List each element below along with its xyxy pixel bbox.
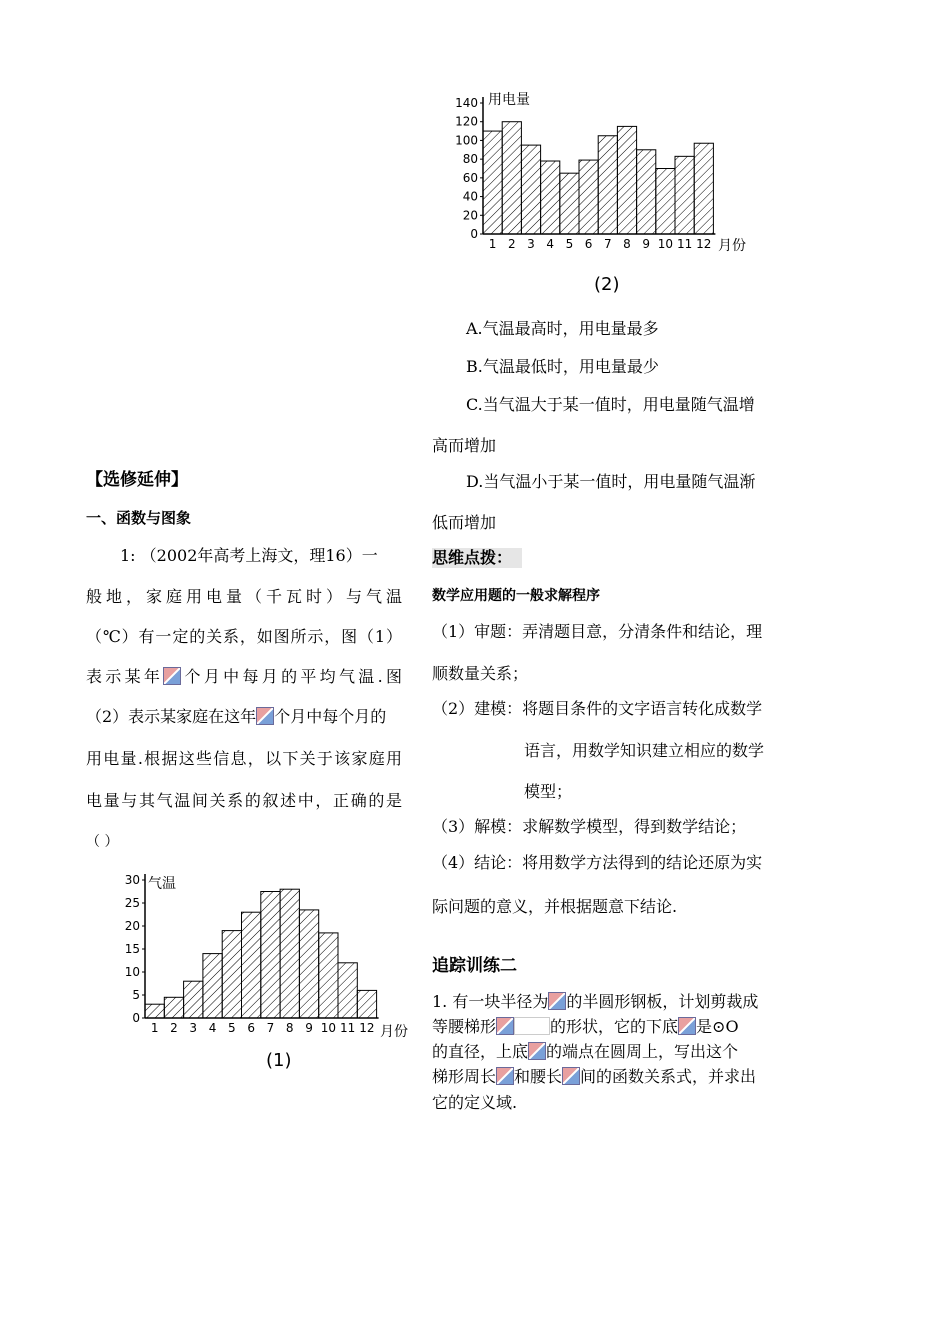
bar-chart-2-month-11 <box>675 156 694 234</box>
x-tick-label: 5 <box>565 237 574 251</box>
x-tick-label: 3 <box>527 237 535 251</box>
x-tick-label: 7 <box>266 1021 275 1035</box>
bar-chart-2-month-3 <box>521 145 540 234</box>
chart2-xlabel: 月份 <box>718 238 746 254</box>
x-tick-label: 1 <box>150 1021 159 1035</box>
option-d-line1: D.当气温小于某一值时，用电量随气温渐 <box>466 472 756 491</box>
x-tick-label: 9 <box>305 1021 313 1035</box>
formula-image-icon <box>496 1017 514 1035</box>
formula-image-icon <box>163 667 181 685</box>
step-1-line2: 顺数量关系； <box>432 664 529 683</box>
x-tick-label: 2 <box>507 237 516 251</box>
chart-temperature <box>118 868 418 1076</box>
bar-chart-1-month-5 <box>222 931 241 1018</box>
y-tick-label: 40 <box>462 189 478 204</box>
bar-chart-2-month-12 <box>694 143 713 234</box>
bar-chart-2-month-7 <box>598 136 617 234</box>
y-tick-label: 0 <box>132 1011 140 1025</box>
bar-chart-1-month-2 <box>164 997 183 1018</box>
formula-image-icon <box>548 992 566 1010</box>
thinking-title: 思维点拨： <box>432 548 522 568</box>
chart2-caption: (2) <box>594 274 620 295</box>
y-tick-label: 15 <box>124 942 140 956</box>
option-a: A.气温最高时，用电量最多 <box>466 319 659 338</box>
step-2-line1: （2）建模：将题目条件的文字语言转化成数学 <box>432 699 763 718</box>
chart1-ylabel: 气温 <box>148 876 176 892</box>
bar-chart-1-month-3 <box>184 981 203 1018</box>
bar-chart-1-month-11 <box>338 963 357 1018</box>
formula-image-icon <box>678 1017 696 1035</box>
option-d-line2: 低而增加 <box>432 513 497 532</box>
x-tick-label: 5 <box>228 1021 236 1035</box>
y-tick-label: 20 <box>124 919 140 933</box>
option-c-line1: C.当气温大于某一值时，用电量随气温增 <box>466 395 755 414</box>
y-tick-label: 120 <box>455 114 478 129</box>
question-line-2: 般地，家庭用电量（千瓦时）与气温 <box>86 587 402 606</box>
bar-chart-2-month-2 <box>502 122 521 234</box>
y-tick-label: 0 <box>470 227 478 241</box>
x-tick-label: 6 <box>247 1021 255 1035</box>
option-b: B.气温最低时，用电量最少 <box>466 357 659 376</box>
step-4-line1: （4）结论：将用数学方法得到的结论还原为实 <box>432 853 763 872</box>
x-tick-label: 9 <box>642 237 651 251</box>
tracking-title: 追踪训练二 <box>432 956 517 976</box>
x-tick-label: 3 <box>189 1021 198 1035</box>
step-1-line1: （1）审题：弄清题目意，分清条件和结论，理 <box>432 622 763 641</box>
x-tick-label: 11 <box>340 1021 356 1035</box>
bar-chart-1-month-1 <box>145 1004 164 1018</box>
step-3: （3）解模：求解数学模型，得到数学结论； <box>432 817 747 836</box>
y-tick-label: 25 <box>124 896 140 910</box>
x-tick-label: 10 <box>657 237 674 251</box>
question-line-6: 用电量.根据这些信息，以下关于该家庭用 <box>86 749 402 768</box>
x-tick-label: 1 <box>488 237 497 251</box>
bar-chart-1-month-7 <box>261 892 280 1019</box>
bar-chart-2-month-10 <box>656 169 675 235</box>
question-line-1 <box>120 546 402 566</box>
bar-chart-2-month-1 <box>483 131 502 234</box>
bar-chart-1-month-4 <box>203 954 222 1018</box>
question-line-5: （2）表示某家庭在这年 个月中每个月的 <box>86 707 387 726</box>
option-c-line2: 高而增加 <box>432 436 497 455</box>
x-tick-label: 2 <box>170 1021 178 1035</box>
question-line-7: 电量与其气温间关系的叙述中，正确的是 <box>86 791 402 810</box>
chart1-caption: (1) <box>266 1050 292 1071</box>
bar-chart-1-month-9 <box>299 910 318 1018</box>
y-tick-label: 100 <box>455 133 478 148</box>
bar-chart-1-month-12 <box>357 990 376 1018</box>
formula-placeholder <box>514 1017 550 1035</box>
tracking-line-5: 它的定义域. <box>432 1093 518 1112</box>
chart1-xlabel: 月份 <box>380 1024 408 1040</box>
chart2-ylabel: 用电量 <box>488 92 530 108</box>
x-tick-label: 6 <box>584 237 593 251</box>
step-2-line3: 模型； <box>524 782 573 801</box>
y-tick-label: 10 <box>124 965 140 979</box>
tracking-line-2: 等腰梯形 的形状，它的下底 是⊙O <box>432 1017 739 1036</box>
y-tick-label: 20 <box>462 208 478 223</box>
formula-image-icon <box>562 1067 580 1085</box>
bar-chart-1-month-8 <box>280 889 299 1018</box>
bar-chart-2-month-9 <box>637 150 656 234</box>
bar-chart-2-month-4 <box>541 161 560 234</box>
y-tick-label: 5 <box>132 988 140 1002</box>
x-tick-label: 4 <box>208 1021 217 1035</box>
step-4-line2: 际问题的意义，并根据题意下结论. <box>432 897 678 916</box>
step-2-line2: 语言，用数学知识建立相应的数学 <box>524 741 765 760</box>
tracking-line-4: 梯形周长 和腰长 间的函数关系式，并求出 <box>432 1067 757 1086</box>
formula-image-icon <box>496 1067 514 1085</box>
y-tick-label: 30 <box>124 873 140 887</box>
x-tick-label: 11 <box>676 237 693 251</box>
bar-chart-2-month-5 <box>560 173 579 234</box>
question-line-4: 表示某年 个月中每月的平均气温.图 <box>86 667 402 686</box>
tracking-line-3: 的直径，上底 的端点在圆周上，写出这个 <box>432 1042 739 1061</box>
answer-blank: （ ） <box>86 834 119 850</box>
formula-image-icon <box>256 707 274 725</box>
x-tick-label: 12 <box>696 237 712 251</box>
y-tick-label: 140 <box>455 96 478 110</box>
tracking-line-1: 1. 有一块半径为 的半圆形钢板，计划剪裁成 <box>432 992 759 1011</box>
bar-chart-1-month-10 <box>319 933 338 1018</box>
subsection-title: 一、函数与图象 <box>86 509 192 527</box>
x-tick-label: 8 <box>285 1021 294 1035</box>
procedure-title: 数学应用题的一般求解程序 <box>432 588 600 604</box>
x-tick-label: 4 <box>546 237 555 251</box>
question-line-3: （℃）有一定的关系，如图所示，图（1） <box>86 627 402 646</box>
bar-chart-2-month-6 <box>579 160 598 234</box>
x-tick-label: 12 <box>359 1021 375 1035</box>
chart-electricity <box>450 88 770 298</box>
x-tick-label: 8 <box>623 237 631 251</box>
formula-image-icon <box>528 1042 546 1060</box>
x-tick-label: 10 <box>320 1021 336 1035</box>
bar-chart-2-month-8 <box>617 126 636 234</box>
y-tick-label: 60 <box>462 170 478 185</box>
x-tick-label: 7 <box>603 237 612 251</box>
question-text: 1: （2002年高考上海文，理16）一 <box>120 546 378 565</box>
section-title: 【选修延伸】 <box>86 470 188 490</box>
y-tick-label: 80 <box>462 152 478 167</box>
bar-chart-1-month-6 <box>242 912 261 1018</box>
